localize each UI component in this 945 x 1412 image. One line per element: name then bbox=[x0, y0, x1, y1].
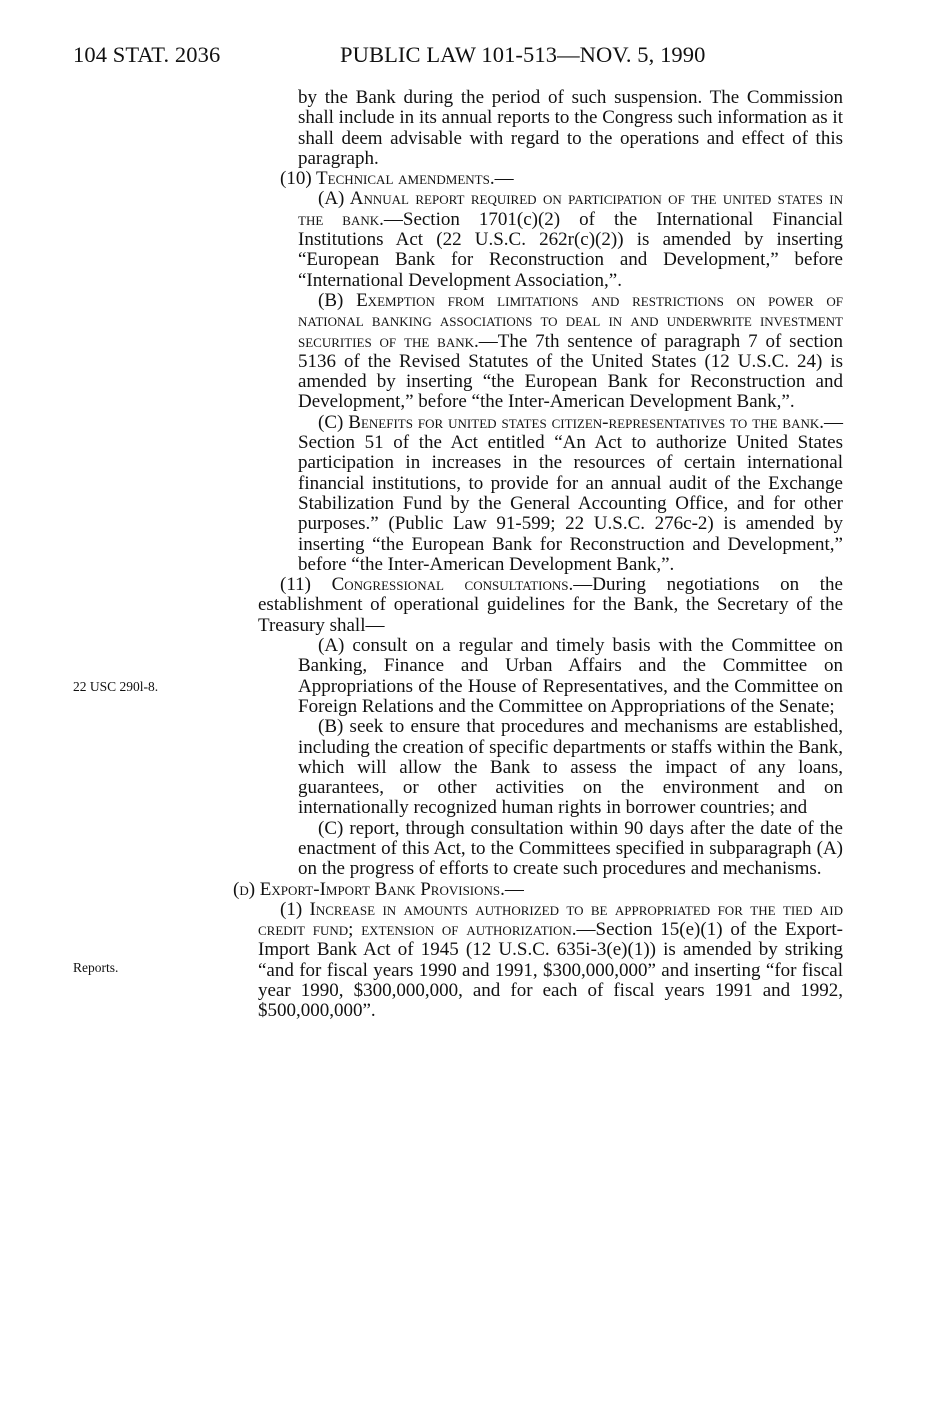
subsection-d-title: (d) Export-Import Bank Provisions.— bbox=[233, 878, 524, 900]
paragraph-10a-heading: (A) Annual report required on participation of the united states in the bank. bbox=[298, 188, 843, 230]
paragraph-10a-text: —Section 1701(c)(2) of the International Financial Institutions Act (22 U.S.C. 262r(c)(2)) is amended by inserting “European Bank for Reconstruction and Development,” before “International Development Association,”. bbox=[298, 208, 843, 291]
body-text bbox=[233, 87, 843, 1022]
paragraph-10c bbox=[258, 413, 843, 575]
paragraph-10-heading bbox=[258, 169, 843, 189]
paragraph-10-title: (10) Technical amendments.— bbox=[280, 168, 514, 190]
continuation-paragraph: by the Bank during the period of such suspension. The Commission shall include in its annual reports to the Congress such information as it shall deem advisable with regard to the operations and effect of this paragraph. bbox=[298, 87, 843, 169]
subsection-d-heading bbox=[233, 880, 843, 900]
margin-note-reports: Reports. bbox=[73, 960, 119, 975]
running-head: PUBLIC LAW 101-513—NOV. 5, 1990 bbox=[340, 42, 706, 67]
paragraph-10c-heading: (C) Benefits for united states citizen-representatives to the bank. bbox=[318, 411, 824, 433]
paragraph-10c-text: —Section 51 of the Act entitled “An Act to authorize United States participation in increases in the resources of certain international financial institutions, to provide for an annual audit of the Exchange Stabilization Fund by the General Accounting Office, and for other purposes.” (Public Law 91-599; 22 U.S.C. 276c-2) is amended by inserting “the European Bank for Reconstruction and Development,” before “the Inter-American Development Bank,”. bbox=[298, 411, 843, 575]
paragraph-11c: (C) report, through consultation within 90 days after the date of the enactment of this Act, to the Committees specified in subparagraph (A) on the progress of efforts to create such procedures and mechanisms. bbox=[298, 817, 843, 880]
paragraph-11 bbox=[258, 575, 843, 636]
stat-page-number: 104 STAT. 2036 bbox=[73, 42, 221, 67]
margin-note-usc: 22 USC 290l-8. bbox=[73, 679, 159, 694]
paragraph-d1-text: —Section 15(e)(1) of the Export-Import Bank Act of 1945 (12 U.S.C. 635i-3(e)(1)) is amended by striking “and for fiscal years 1990 and 1991, $300,000,000” and inserting “for fiscal year 1990, $300,000,000, and for each of fiscal years 1991 and 1992, $500,000,000”. bbox=[258, 919, 843, 1022]
paragraph-10b-heading: (B) Exemption from limitations and restrictions on power of national banking associations to deal in and underwrite investment securities of the bank. bbox=[298, 289, 843, 352]
paragraph-11b: (B) seek to ensure that procedures and mechanisms are established, including the creation of specific departments or staffs within the Bank, which will allow the Bank to assess the impact of any loans, guarantees, or other activities on the environment and on internationally recognized human rights in borrower countries; and bbox=[298, 716, 843, 819]
paragraph-d1-heading: (1) Increase in amounts authorized to be appropriated for the tied aid credit fund; extension of authorization. bbox=[258, 898, 843, 941]
paragraph-d1 bbox=[258, 900, 843, 1022]
paragraph-11-text: —During negotiations on the establishment of operational guidelines for the Bank, the Secretary of the Treasury shall— bbox=[258, 574, 843, 636]
paragraph-11a: (A) consult on a regular and timely basis with the Committee on Banking, Finance and Urban Affairs and the Committee on Appropriations of the House of Representatives, and the Committee on Foreign Relations and the Committee on Appropriations of the Senate; bbox=[298, 635, 843, 717]
paragraph-10a bbox=[258, 189, 843, 290]
paragraph-10b-text: —The 7th sentence of paragraph 7 of section 5136 of the Revised Statutes of the United States (12 U.S.C. 24) is amended by inserting “the European Bank for Reconstruction and Development,” before “the Inter-American Development Bank,”. bbox=[298, 330, 843, 413]
paragraph-10b bbox=[258, 291, 843, 413]
paragraph-11-heading: (11) Congressional consultations. bbox=[280, 574, 574, 596]
